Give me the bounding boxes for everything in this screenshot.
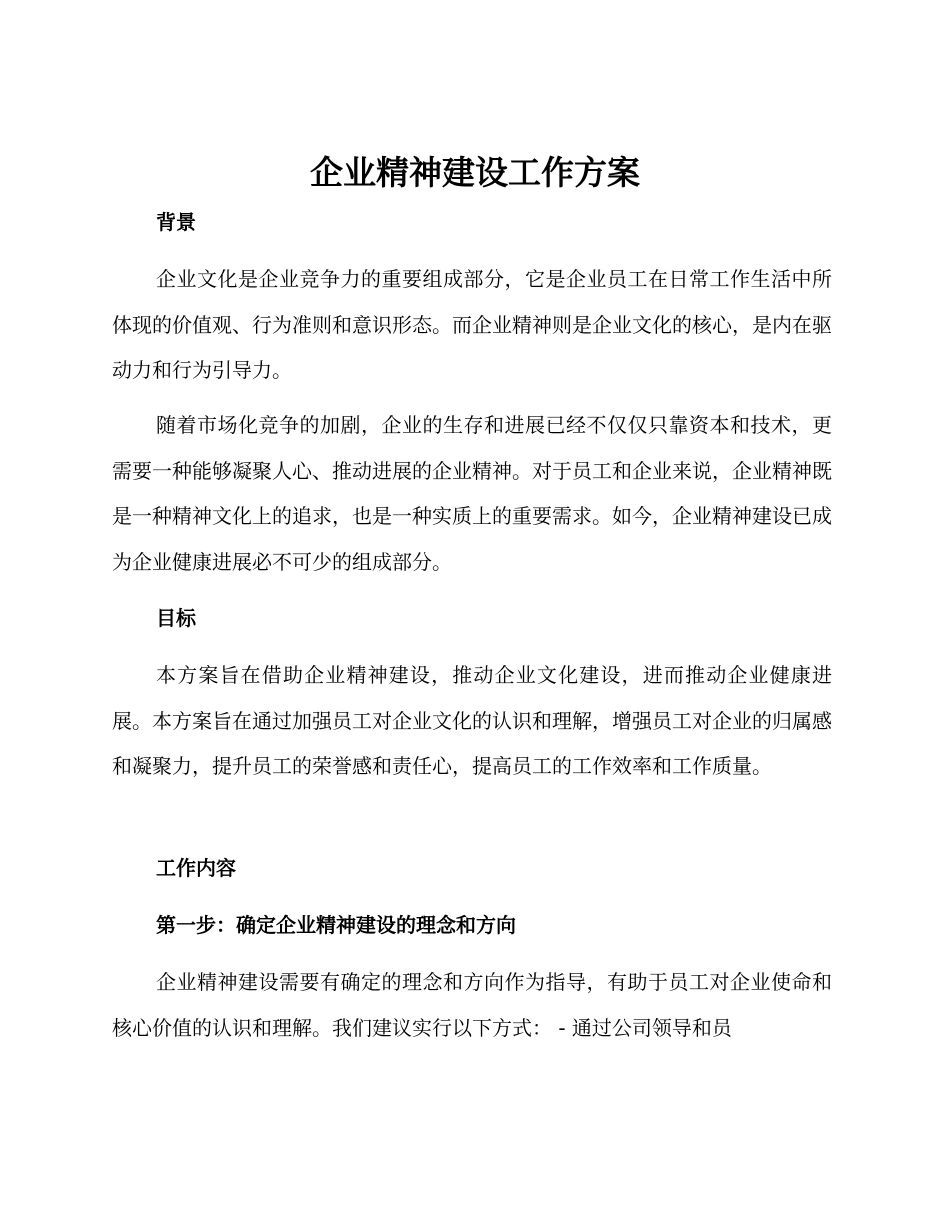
section-heading-work-content: 工作内容 [156,856,236,880]
document-title: 企业精神建设工作方案 [310,153,640,192]
paragraph-step-one: 企业精神建设需要有确定的理念和方向作为指导，有助于员工对企业使命和核心价值的认识和理解。我们建议实行以下方式： - 通过公司领导和员 [112,970,832,1040]
subsection-heading-step-one: 第一步：确定企业精神建设的理念和方向 [156,913,516,937]
paragraph-goal: 本方案旨在借助企业精神建设，推动企业文化建设，进而推动企业健康进展。本方案旨在通过加强员工对企业文化的认识和理解，增强员工对企业的归属感和凝聚力，提升员工的荣誉感和责任心，提高员工的工作效率和工作质量。 [112,663,832,778]
paragraph-background-2: 随着市场化竞争的加剧，企业的生存和进展已经不仅仅只靠资本和技术，更需要一种能够凝聚人心、推动进展的企业精神。对于员工和企业来说，企业精神既是一种精神文化上的追求，也是一种实质上的重要需求。如今，企业精神建设已成为企业健康进展必不可少的组成部分。 [112,413,832,574]
paragraph-background-1: 企业文化是企业竞争力的重要组成部分，它是企业员工在日常工作生活中所体现的价值观、行为准则和意识形态。而企业精神则是企业文化的核心，是内在驱动力和行为引导力。 [112,267,832,382]
section-heading-goal: 目标 [156,606,196,630]
section-heading-background: 背景 [156,210,196,234]
